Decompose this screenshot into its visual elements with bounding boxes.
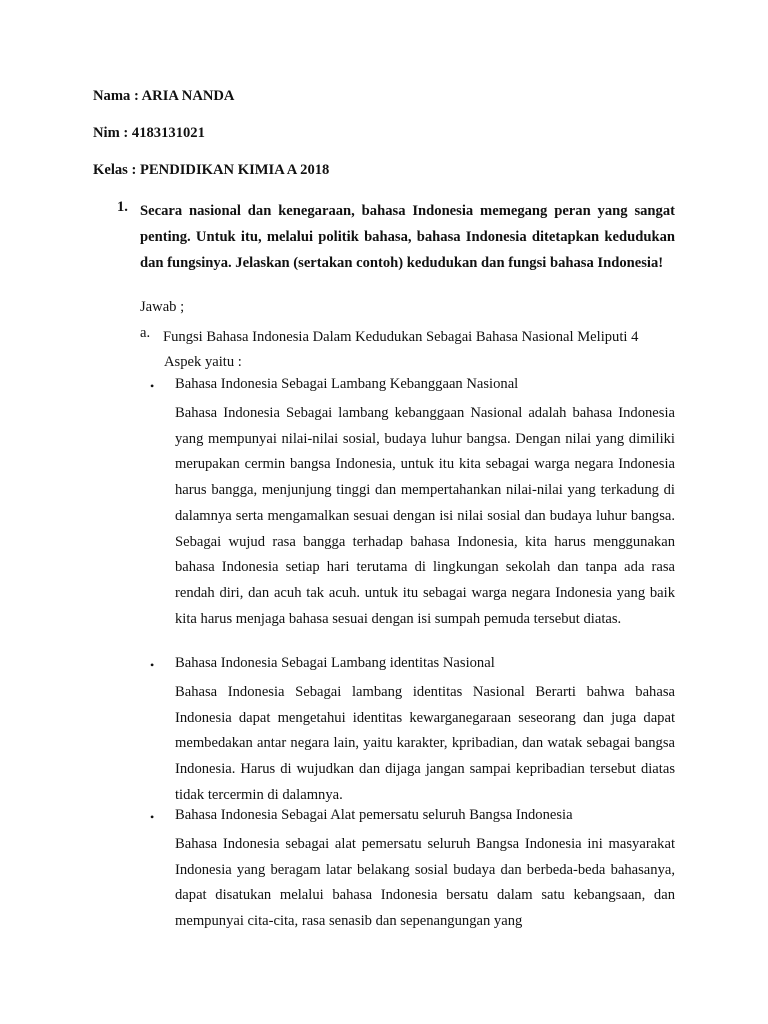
answer-label: Jawab ; <box>140 299 185 315</box>
question-text: Secara nasional dan kenegaraan, bahasa Indonesia memegang peran yang sangat penting. Untuk itu, melalui politik bahasa, bahasa Indonesia ditetapkan kedudukan dan fungsinya. Jelaskan (sertakan contoh) kedudukan dan fungsi bahasa Indonesia! <box>140 203 675 271</box>
question-number: 1. <box>117 199 128 215</box>
bullet-icon: • <box>150 810 155 824</box>
sub-a-marker: a. <box>140 325 151 341</box>
bullet-icon: • <box>150 658 155 672</box>
sub-a-text <box>163 325 675 374</box>
point-title: Bahasa Indonesia Sebagai Lambang Kebanggaan Nasional <box>175 376 519 392</box>
point-body: Bahasa Indonesia sebagai alat pemersatu seluruh Bangsa Indonesia ini masyarakat Indonesia yang beragam latar belakang sosial budaya dan berbeda-beda bahasanya, dapat disatukan melalui bahasa Indonesia bersatu dalam satu kebangsaan, dan mempunyai cita-cita, rasa senasib dan sepenangungan yang <box>175 836 675 930</box>
bullet-icon: • <box>150 379 155 393</box>
student-name: Nama : ARIA NANDA <box>93 88 235 104</box>
point-title: Bahasa Indonesia Sebagai Lambang identitas Nasional <box>175 655 495 671</box>
sub-a-line2: Aspek yaitu : <box>164 353 242 370</box>
student-nim: Nim : 4183131021 <box>93 125 205 141</box>
sub-a-line1: Fungsi Bahasa Indonesia Dalam Kedudukan Sebagai Bahasa Nasional Meliputi 4 <box>163 329 639 345</box>
point-body: Bahasa Indonesia Sebagai lambang kebanggaan Nasional adalah bahasa Indonesia yang mempunyai nilai-nilai sosial, budaya luhur bangsa. Dengan nilai yang dimiliki merupakan cermin bangsa Indonesia, untuk itu kita sebagai warga negara Indonesia harus bangga, menjunjung tinggi dan mempertahankan nilai-nilai yang terkadung di dalamnya serta mengamalkan sesuai dengan isi nilai sosial dan budaya luhur bangsa. Sebagai wujud rasa bangga terhadap bahasa Indonesia, kita harus menggunakan bahasa Indonesia setiap hari terutama di lingkungan sekolah dan tanpa ada rasa rendah diri, dan acuh tak acuh. untuk itu sebagai warga negara Indonesia yang baik kita harus menjaga bahasa sesuai dengan isi sumpah pemuda tersebut diatas. <box>175 405 675 627</box>
student-class: Kelas : PENDIDIKAN KIMIA A 2018 <box>93 162 330 178</box>
point-title: Bahasa Indonesia Sebagai Alat pemersatu seluruh Bangsa Indonesia <box>175 807 573 823</box>
point-body: Bahasa Indonesia Sebagai lambang identitas Nasional Berarti bahwa bahasa Indonesia dapat mengetahui identitas kewarganegaraan seseorang dan juga dapat membedakan antar negara lain, yaitu karakter, kpribadian, dan watak sebagai bangsa Indonesia. Harus di wujudkan dan dijaga jangan sampai kepribadian tersebut diatas tidak tercermin di dalamnya. <box>175 684 675 803</box>
